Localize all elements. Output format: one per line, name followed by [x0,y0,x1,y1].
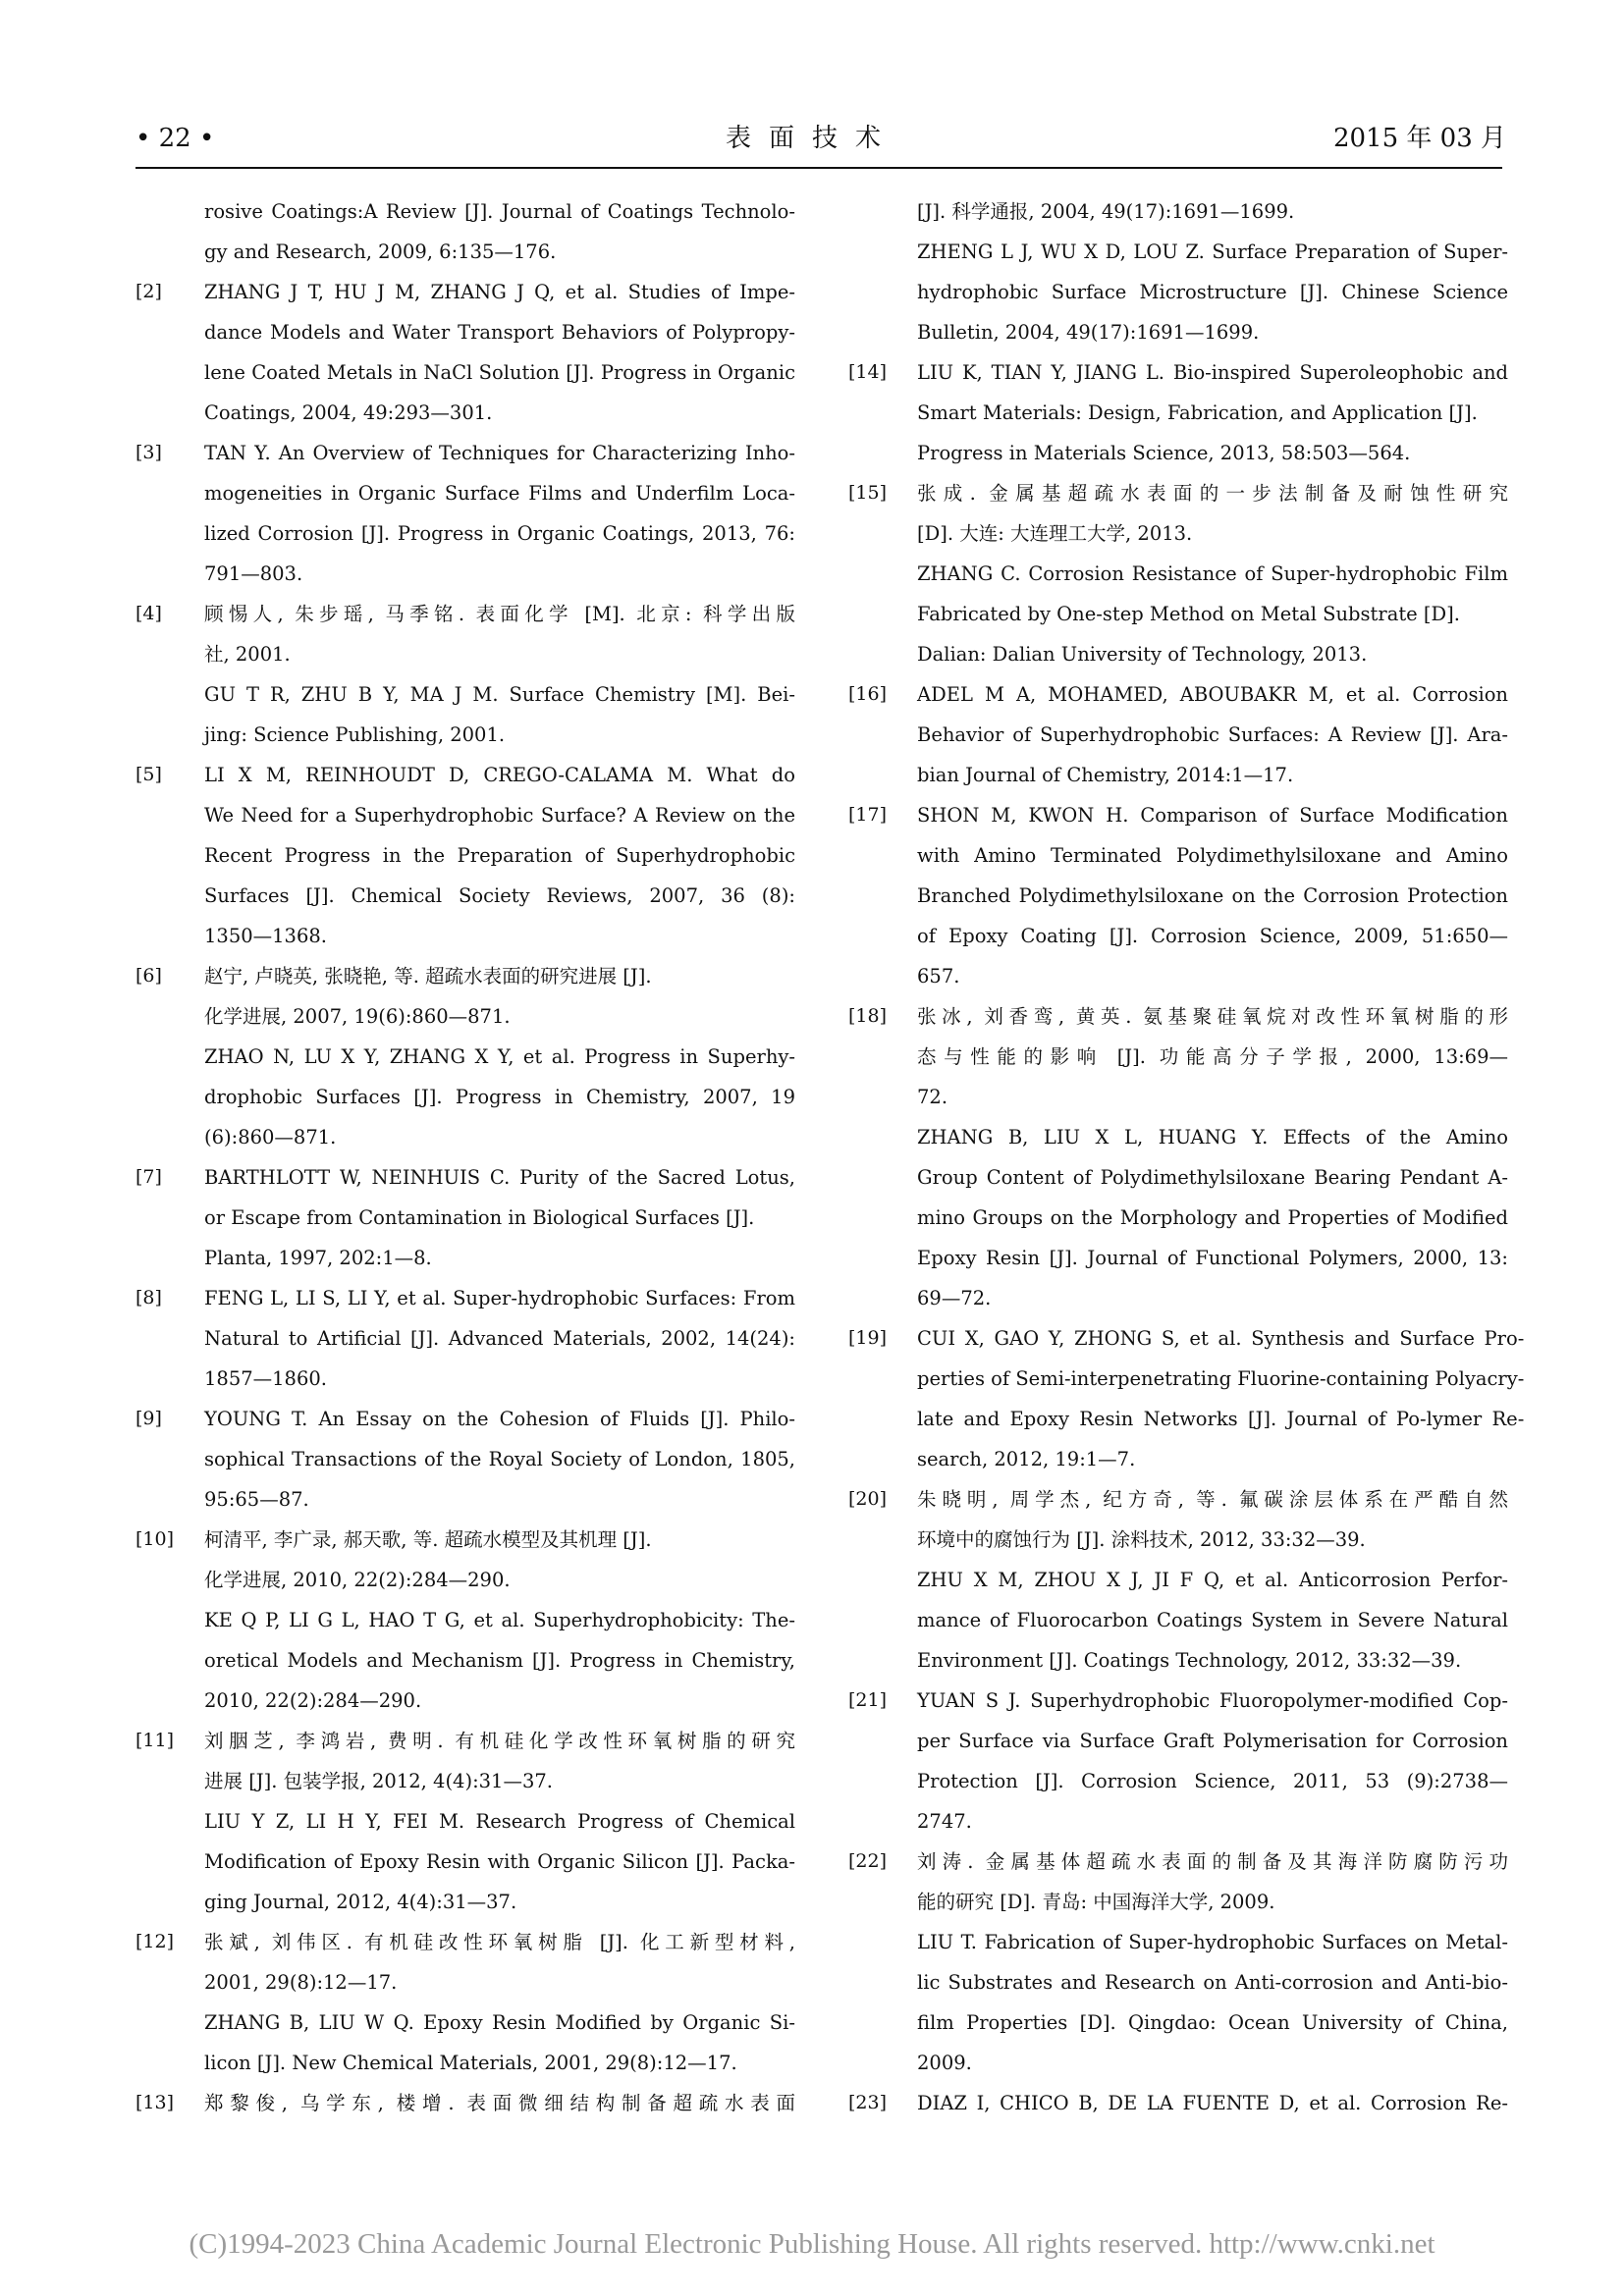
reference-line: 张成. 金属基超疏水表面的一步法制备及耐蚀性研究 [917,482,1508,505]
reference-number: [3] [135,442,162,463]
reference-line: Branched Polydimethylsiloxane on the Corrosion Protection [917,884,1508,907]
reference-line: mogeneities in Organic Surface Films and Underfilm Loca- [204,482,795,505]
reference-number: [14] [848,361,888,383]
reference-text [917,996,1508,1318]
reference-line: 社, 2001. [204,643,291,666]
reference-line: 95:65—87. [204,1488,309,1511]
reference-line: sophical Transactions of the Royal Society of London, 1805, [204,1448,795,1470]
reference-line: Environment [J]. Coatings Technology, 2012, 33:32—39. [917,1649,1462,1672]
reference-line: (6):860—871. [204,1126,337,1148]
reference-line: 69—72. [917,1287,992,1309]
reference-line: dance Models and Water Transport Behaviors of Polypropy- [204,321,795,344]
reference-line: Protection [J]. Corrosion Science, 2011, 53 (9):2738— [917,1770,1508,1792]
reference-text [848,191,1508,352]
reference-line: We Need for a Superhydrophobic Surface? A Review on the [204,804,795,827]
reference-entry [848,674,1508,795]
reference-text [204,1399,795,1520]
reference-line: with Amino Terminated Polydimethylsiloxane and Amino [917,844,1508,867]
reference-line: perties of Semi-interpenetrating Fluorine-containing Polyacry- [917,1367,1525,1390]
reference-entry [848,996,1508,1318]
reference-line: YOUNG T. An Essay on the Cohesion of Fluids [J]. Philo- [204,1408,795,1430]
reference-line: of Epoxy Coating [J]. Corrosion Science, 2009, 51:650— [917,925,1508,947]
reference-line: FENG L, LI S, LI Y, et al. Super-hydrophobic Surfaces: From [204,1287,795,1309]
reference-number: [18] [848,1005,888,1027]
reference-entry [848,473,1508,674]
reference-line: Behavior of Superhydrophobic Surfaces: A Review [J]. Ara- [917,723,1508,746]
reference-text [917,2083,1508,2123]
page-number: • 22 • [135,124,215,153]
reference-text [204,2083,795,2123]
reference-line: bian Journal of Chemistry, 2014:1—17. [917,764,1294,786]
reference-line: YUAN S J. Superhydrophobic Fluoropolymer-modified Cop- [917,1689,1508,1712]
reference-entry [848,795,1508,996]
reference-text [204,956,795,1157]
reference-line: [D]. 大连: 大连理工大学, 2013. [917,522,1193,545]
reference-entry [135,1399,795,1520]
reference-line: mance of Fluorocarbon Coatings System in Severe Natural [917,1609,1508,1631]
reference-line: ADEL M A, MOHAMED, ABOUBAKR M, et al. Corrosion [917,683,1508,706]
reference-line: Dalian: Dalian University of Technology, 2013. [917,643,1368,666]
reference-text [204,1157,795,1278]
reference-entry [848,1479,1508,1681]
reference-text [917,352,1508,473]
reference-number: [2] [135,281,162,302]
reference-line: 顾惕人, 朱步瑶, 马季铭. 表面化学 [M]. 北京: 科学出版 [204,603,795,625]
reference-line: gy and Research, 2009, 6:135—176. [204,240,557,263]
reference-text [917,1681,1508,1842]
reference-line: Progress in Materials Science, 2013, 58:503—564. [917,442,1411,464]
reference-number: [16] [848,683,888,705]
reference-entry [135,272,795,433]
reference-text [204,1922,795,2083]
reference-line: 进展 [J]. 包装学报, 2012, 4(4):31—37. [204,1770,553,1792]
reference-line: hydrophobic Surface Microstructure [J]. Chinese Science [917,281,1508,303]
reference-number: [15] [848,482,888,504]
reference-entry [848,1318,1525,1479]
reference-number: [8] [135,1287,162,1308]
reference-line: TAN Y. An Overview of Techniques for Characterizing Inho- [204,442,795,464]
reference-number: [4] [135,603,162,624]
reference-line: Natural to Artificial [J]. Advanced Materials, 2002, 14(24): [204,1327,795,1350]
reference-line: licon [J]. New Chemical Materials, 2001, 29(8):12—17. [204,2052,737,2074]
reference-line: Epoxy Resin [J]. Journal of Functional Polymers, 2000, 13: [917,1247,1508,1269]
reference-number: [6] [135,965,162,987]
reference-line: Fabricated by One-step Method on Metal Substrate [D]. [917,603,1460,625]
reference-number: [5] [135,764,162,785]
reference-number: [7] [135,1166,162,1188]
reference-entry [135,594,795,755]
reference-text [204,1520,795,1721]
reference-line: ZHANG J T, HU J M, ZHANG J Q, et al. Studies of Impe- [204,281,795,303]
reference-text [917,674,1508,795]
reference-line: ZHENG L J, WU X D, LOU Z. Surface Preparation of Super- [917,240,1508,263]
reference-line: drophobic Surfaces [J]. Progress in Chemistry, 2007, 19 [204,1086,795,1108]
reference-number: [20] [848,1488,888,1510]
reference-line: KE Q P, LI G L, HAO T G, et al. Superhydrophobicity: The- [204,1609,795,1631]
reference-entry [135,1922,795,2083]
reference-entry [135,1520,795,1721]
reference-number: [19] [848,1327,888,1349]
reference-number: [13] [135,2092,175,2113]
copyright-footer: (C)1994-2023 China Academic Journal Electronic Publishing House. All rights reserved. http://www.cnki.net [189,2228,1435,2260]
reference-line: lized Corrosion [J]. Progress in Organic Coatings, 2013, 76: [204,522,795,545]
reference-line: 1350—1368. [204,925,327,947]
reference-entry [848,352,1508,473]
reference-line: DIAZ I, CHICO B, DE LA FUENTE D, et al. Corrosion Re- [917,2092,1508,2114]
reference-line: jing: Science Publishing, 2001. [204,723,506,746]
reference-text [204,1721,795,1922]
header-rule [135,167,1502,169]
reference-line: lic Substrates and Research on Anti-corrosion and Anti-bio- [917,1971,1508,1994]
reference-entry [135,2083,795,2123]
reference-line: ging Journal, 2012, 4(4):31—37. [204,1891,517,1913]
reference-number: [12] [135,1931,175,1952]
reference-column-right [848,191,1525,2123]
reference-line: 朱晓明, 周学杰, 纪方奇, 等. 氟碳涂层体系在严酷自然 [917,1488,1508,1511]
reference-entry [135,1278,795,1399]
reference-line: 柯清平, 李广录, 郝天歌, 等. 超疏水模型及其机理 [J]. [204,1528,652,1551]
reference-line: 2001, 29(8):12—17. [204,1971,398,1994]
reference-line: 张冰, 刘香鸾, 黄英. 氨基聚硅氧烷对改性环氧树脂的形 [917,1005,1508,1028]
reference-text [204,433,795,594]
reference-line: Coatings, 2004, 49:293—301. [204,401,493,424]
reference-text [917,1318,1524,1479]
reference-number: [9] [135,1408,162,1429]
reference-line: BARTHLOTT W, NEINHUIS C. Purity of the Sacred Lotus, [204,1166,795,1189]
reference-line: oretical Models and Mechanism [J]. Progress in Chemistry, [204,1649,795,1672]
reference-entry [848,1681,1508,1842]
reference-column-left [135,191,795,2123]
reference-number: [21] [848,1689,888,1711]
reference-text [917,1842,1508,2083]
issue-date: 2015 年 03 月 [1332,124,1506,153]
reference-line: ZHAO N, LU X Y, ZHANG X Y, et al. Progress in Superhy- [204,1045,795,1068]
reference-entry [135,1157,795,1278]
reference-text [135,191,795,272]
reference-continuation [848,191,1508,352]
reference-line: 化学进展, 2010, 22(2):284—290. [204,1569,511,1591]
reference-line: 刘涛. 金属基体超疏水表面的制备及其海洋防腐防污功 [917,1850,1508,1873]
reference-line: 791—803. [204,562,303,585]
reference-line: 赵宁, 卢晓英, 张晓艳, 等. 超疏水表面的研究进展 [J]. [204,965,652,988]
reference-line: 态与性能的影响 [J]. 功能高分子学报, 2000, 13:69— [917,1045,1508,1068]
reference-line: LI X M, REINHOUDT D, CREGO-CALAMA M. What do [204,764,795,786]
reference-line: ZHU X M, ZHOU X J, JI F Q, et al. Anticorrosion Perfor- [917,1569,1508,1591]
reference-line: search, 2012, 19:1—7. [917,1448,1136,1470]
reference-line: Recent Progress in the Preparation of Superhydrophobic [204,844,795,867]
reference-line: LIU T. Fabrication of Super-hydrophobic Surfaces on Metal- [917,1931,1508,1953]
reference-entry [135,433,795,594]
reference-line: ZHANG B, LIU X L, HUANG Y. Effects of the Amino [917,1126,1508,1148]
reference-entry [135,755,795,956]
reference-line: Bulletin, 2004, 49(17):1691—1699. [917,321,1260,344]
reference-line: Surfaces [J]. Chemical Society Reviews, 2007, 36 (8): [204,884,795,907]
reference-line: 郑黎俊, 乌学东, 楼增. 表面微细结构制备超疏水表面 [204,2092,795,2114]
reference-number: [23] [848,2092,888,2113]
reference-number: [22] [848,1850,888,1872]
reference-line: ZHANG B, LIU W Q. Epoxy Resin Modified by Organic Si- [204,2011,795,2034]
reference-line: LIU Y Z, LI H Y, FEI M. Research Progress of Chemical [204,1810,795,1833]
reference-line: SHON M, KWON H. Comparison of Surface Modification [917,804,1508,827]
reference-line: 张斌, 刘伟区. 有机硅改性环氧树脂 [J]. 化工新型材料, [204,1931,795,1953]
reference-line: 2747. [917,1810,972,1833]
reference-line: Modification of Epoxy Resin with Organic Silicon [J]. Packa- [204,1850,795,1873]
reference-text [204,594,795,755]
reference-text [917,473,1508,674]
reference-line: rosive Coatings:A Review [J]. Journal of Coatings Technolo- [204,200,795,223]
reference-entry [135,1721,795,1922]
reference-line: CUI X, GAO Y, ZHONG S, et al. Synthesis and Surface Pro- [917,1327,1525,1350]
reference-text [204,755,795,956]
reference-text [204,272,795,433]
reference-line: 657. [917,965,960,988]
reference-line: late and Epoxy Resin Networks [J]. Journal of Po-lymer Re- [917,1408,1525,1430]
reference-text [917,795,1508,996]
reference-continuation [135,191,795,272]
reference-line: LIU K, TIAN Y, JIANG L. Bio-inspired Superoleophobic and [917,361,1508,384]
reference-line: 刘胭芝, 李鸿岩, 费明. 有机硅化学改性环氧树脂的研究 [204,1730,795,1752]
reference-text [204,1278,795,1399]
reference-line: 2010, 22(2):284—290. [204,1689,422,1712]
reference-line: 化学进展, 2007, 19(6):860—871. [204,1005,511,1028]
reference-line: GU T R, ZHU B Y, MA J M. Surface Chemistry [M]. Bei- [204,683,795,706]
reference-line: film Properties [D]. Qingdao: Ocean University of China, [917,2011,1508,2034]
reference-line: lene Coated Metals in NaCl Solution [J]. Progress in Organic [204,361,795,384]
reference-line: ZHANG C. Corrosion Resistance of Super-hydrophobic Film [917,562,1508,585]
reference-number: [17] [848,804,888,826]
reference-number: [11] [135,1730,175,1751]
reference-line: mino Groups on the Morphology and Properties of Modified [917,1206,1508,1229]
reference-line: 能的研究 [D]. 青岛: 中国海洋大学, 2009. [917,1891,1275,1913]
journal-title: 表面技术 [725,124,898,153]
reference-line: 1857—1860. [204,1367,327,1390]
reference-line: Smart Materials: Design, Fabrication, and Application [J]. [917,401,1478,424]
reference-entry [848,1842,1508,2083]
reference-line: 72. [917,1086,948,1108]
reference-line: Planta, 1997, 202:1—8. [204,1247,432,1269]
reference-line: [J]. 科学通报, 2004, 49(17):1691—1699. [917,200,1295,223]
reference-entry [135,956,795,1157]
reference-line: or Escape from Contamination in Biological Surfaces [J]. [204,1206,755,1229]
reference-entry [848,2083,1508,2123]
reference-line: per Surface via Surface Graft Polymerisation for Corrosion [917,1730,1508,1752]
reference-text [917,1479,1508,1681]
reference-line: Group Content of Polydimethylsiloxane Bearing Pendant A- [917,1166,1508,1189]
reference-line: 环境中的腐蚀行为 [J]. 涂料技术, 2012, 33:32—39. [917,1528,1366,1551]
reference-line: 2009. [917,2052,972,2074]
reference-number: [10] [135,1528,175,1550]
